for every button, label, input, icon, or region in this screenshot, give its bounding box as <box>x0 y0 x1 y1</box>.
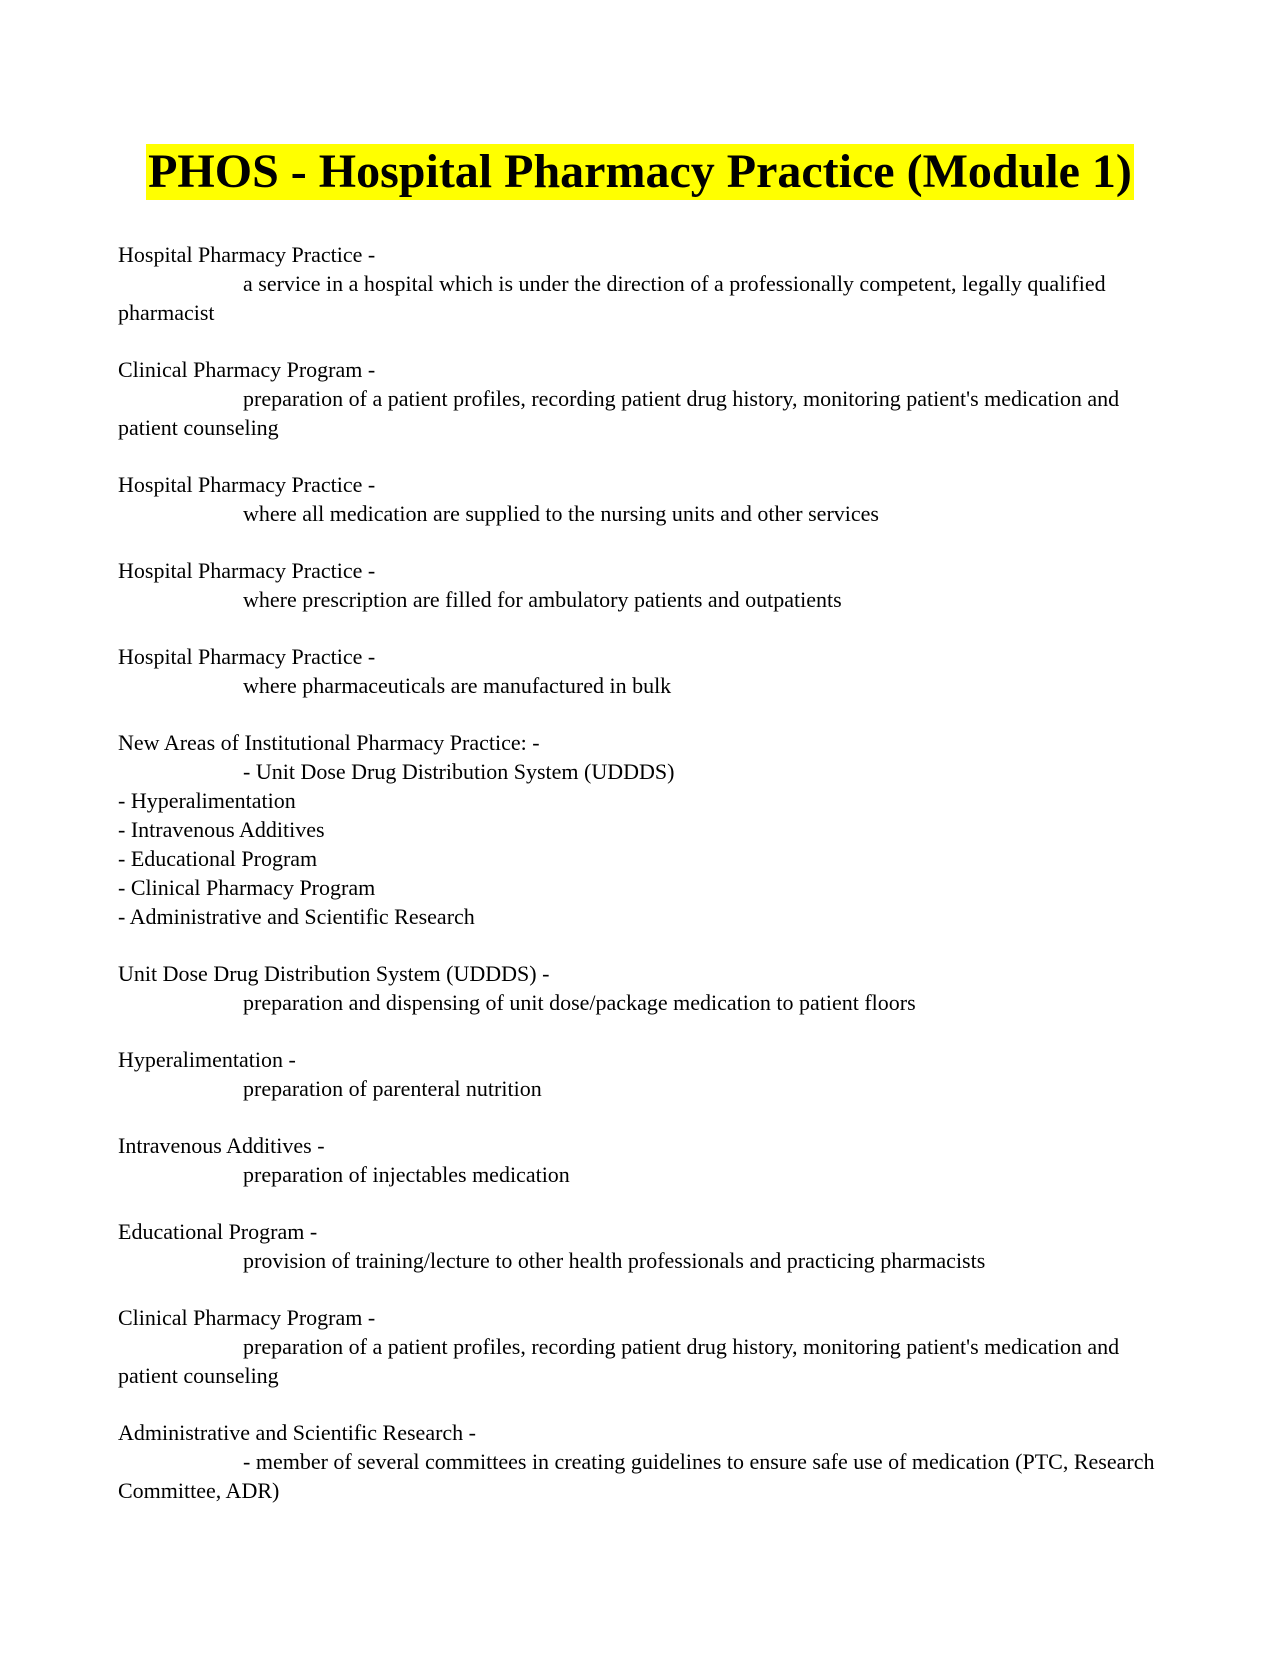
card-definition: - member of several committees in creating guidelines to ensure safe use of medication (PTC, Research Committee, ADR) <box>118 1449 1155 1503</box>
flashcard-4 <box>118 556 1168 614</box>
flashcard-2 <box>118 355 1168 442</box>
card-term: Hospital Pharmacy Practice - <box>118 242 376 267</box>
flashcard-list <box>118 240 1168 1533</box>
flashcard-1 <box>118 240 1168 327</box>
card-definition: provision of training/lecture to other health professionals and practicing pharmacists <box>243 1248 986 1273</box>
card-definition: preparation of parenteral nutrition <box>243 1076 542 1101</box>
flashcard-11 <box>118 1303 1168 1390</box>
card-definition: preparation and dispensing of unit dose/package medication to patient floors <box>243 990 916 1015</box>
card-term: Educational Program - <box>118 1219 318 1244</box>
card-term: Unit Dose Drug Distribution System (UDDDS) - <box>118 961 550 986</box>
card-definition: - Unit Dose Drug Distribution System (UDDDS) <box>243 759 675 784</box>
flashcard-10 <box>118 1217 1168 1275</box>
list-item: - Intravenous Additives <box>118 817 325 842</box>
card-term: Intravenous Additives - <box>118 1133 325 1158</box>
card-term: Hospital Pharmacy Practice - <box>118 644 376 669</box>
list-item: - Hyperalimentation <box>118 788 296 813</box>
card-term: Hyperalimentation - <box>118 1047 296 1072</box>
title-container <box>0 144 1280 200</box>
card-definition: where pharmaceuticals are manufactured in bulk <box>243 673 672 698</box>
flashcard-8 <box>118 1045 1168 1103</box>
list-item: - Educational Program <box>118 846 318 871</box>
list-item: - Administrative and Scientific Research <box>118 904 475 929</box>
card-term: Clinical Pharmacy Program - <box>118 1305 376 1330</box>
card-definition: preparation of a patient profiles, recording patient drug history, monitoring patient's medication and patient counseling <box>118 1334 1120 1388</box>
card-definition: where prescription are filled for ambulatory patients and outpatients <box>243 587 842 612</box>
card-term: Administrative and Scientific Research - <box>118 1420 476 1445</box>
card-definition: where all medication are supplied to the nursing units and other services <box>243 501 879 526</box>
flashcard-12 <box>118 1418 1168 1505</box>
card-definition: preparation of injectables medication <box>243 1162 570 1187</box>
card-term: Clinical Pharmacy Program - <box>118 357 376 382</box>
card-term: Hospital Pharmacy Practice - <box>118 472 376 497</box>
card-definition: a service in a hospital which is under the direction of a professionally competent, legally qualified pharmacist <box>118 271 1106 325</box>
flashcard-9 <box>118 1131 1168 1189</box>
flashcard-6 <box>118 728 1168 931</box>
document-title: PHOS - Hospital Pharmacy Practice (Module 1) <box>148 145 1132 198</box>
card-term: Hospital Pharmacy Practice - <box>118 558 376 583</box>
list-item: - Clinical Pharmacy Program <box>118 875 376 900</box>
card-definition: preparation of a patient profiles, recording patient drug history, monitoring patient's medication and patient counseling <box>118 386 1120 440</box>
flashcard-7 <box>118 959 1168 1017</box>
flashcard-3 <box>118 470 1168 528</box>
flashcard-5 <box>118 642 1168 700</box>
card-term: New Areas of Institutional Pharmacy Practice: - <box>118 730 540 755</box>
